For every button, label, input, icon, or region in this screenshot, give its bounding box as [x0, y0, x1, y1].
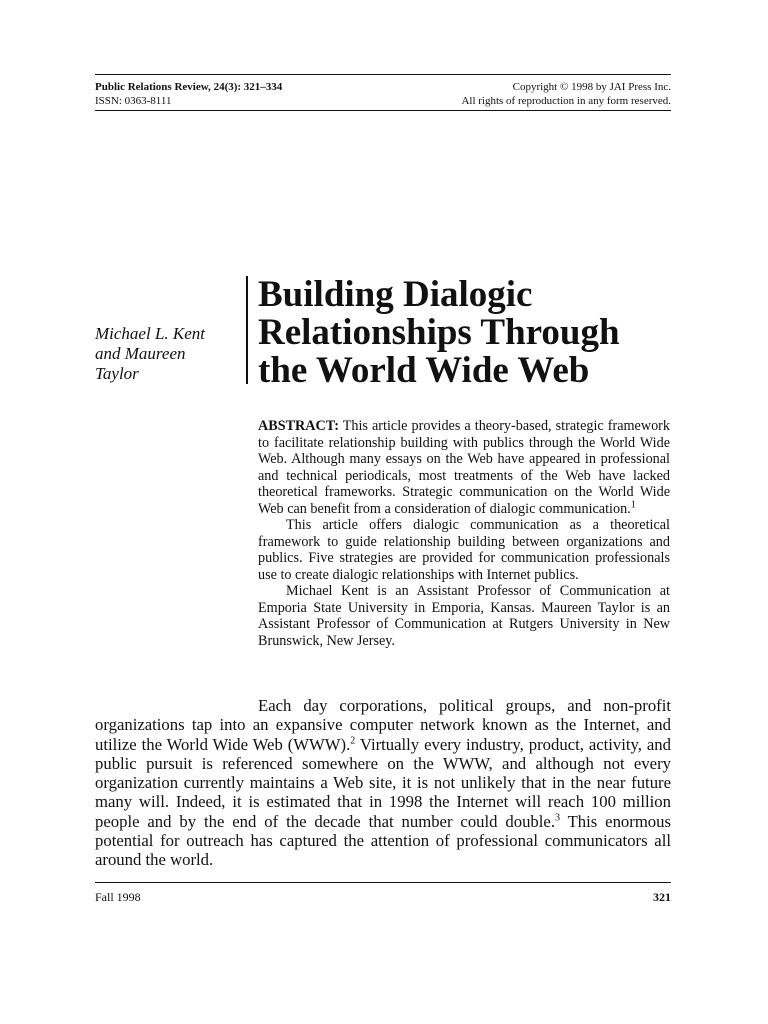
body-text-segment: This enormous potential for outreach has captured the attention of professional communicators all around the world.	[95, 811, 671, 870]
copyright-header	[461, 80, 671, 108]
abstract	[258, 418, 670, 649]
copyright-line: Copyright © 1998 by JAI Press Inc.	[512, 81, 671, 93]
abstract-paragraph: This article offers dialogic communication as a theoretical framework to guide relationship building between organizations and publics. Five strategies are provided for communication professionals use to create dialogic relationships with Internet publics.	[258, 517, 670, 583]
journal-header	[95, 80, 282, 108]
article-title	[258, 276, 678, 390]
page-number: 321	[653, 890, 671, 904]
body-text-segment: Virtually every industry, product, activity, and public pursuit is referenced somewhere on the WWW, and although not every organization currently maintains a Web site, it is not unlikely that in the near future many will. Indeed, it is estimated that in 1998 the Internet will reach 100 million people and by the end of the decade that number could double.	[95, 734, 671, 831]
title-line: Relationships Through	[258, 312, 620, 353]
header-bottom-rule	[95, 110, 671, 111]
issue-label: Fall 1998	[95, 890, 141, 904]
journal-citation: 24(3): 321–334	[213, 81, 283, 93]
rights-line: All rights of reproduction in any form reserved.	[461, 95, 671, 107]
body-text-segment: Each day corporations, political groups, and non-profit organizations tap into an expansive computer network known as the Internet, and utilize the World Wide Web (WWW).	[95, 696, 671, 754]
body-text	[95, 696, 671, 870]
author-block	[95, 324, 245, 384]
abstract-label: ABSTRACT:	[258, 418, 339, 434]
author-line: and Maureen	[95, 344, 186, 363]
author-bio: Michael Kent is an Assistant Professor of Communication at Emporia State University in Emporia, Kansas. Maureen Taylor is an Assistant Professor of Communication at Rutgers University in New Brunswick, New Jersey.	[258, 583, 670, 649]
issn: ISSN: 0363-8111	[95, 95, 172, 107]
journal-name: Public Relations Review,	[95, 81, 211, 93]
title-divider	[246, 276, 248, 384]
footnote-marker[interactable]: 2	[350, 735, 356, 747]
title-line: the World Wide Web	[258, 350, 590, 391]
author-line: Taylor	[95, 364, 139, 383]
footnote-marker[interactable]: 1	[630, 498, 636, 510]
author-line: Michael L. Kent	[95, 324, 206, 343]
abstract-text: This article provides a theory-based, strategic framework to facilitate relationship building with publics through the World Wide Web. Although many essays on the Web have appeared in professional and technical periodicals, most treatments of the Web have lacked theoretical frameworks. Strategic communication on the World Wide Web can benefit from a consideration of dialogic communication.	[258, 418, 670, 517]
footnote-marker[interactable]: 3	[555, 812, 560, 824]
body-paragraph	[95, 696, 671, 870]
abstract-paragraph	[258, 418, 670, 517]
header-top-rule	[95, 74, 671, 75]
footer-rule	[95, 882, 671, 883]
title-line: Building Dialogic	[258, 274, 533, 315]
